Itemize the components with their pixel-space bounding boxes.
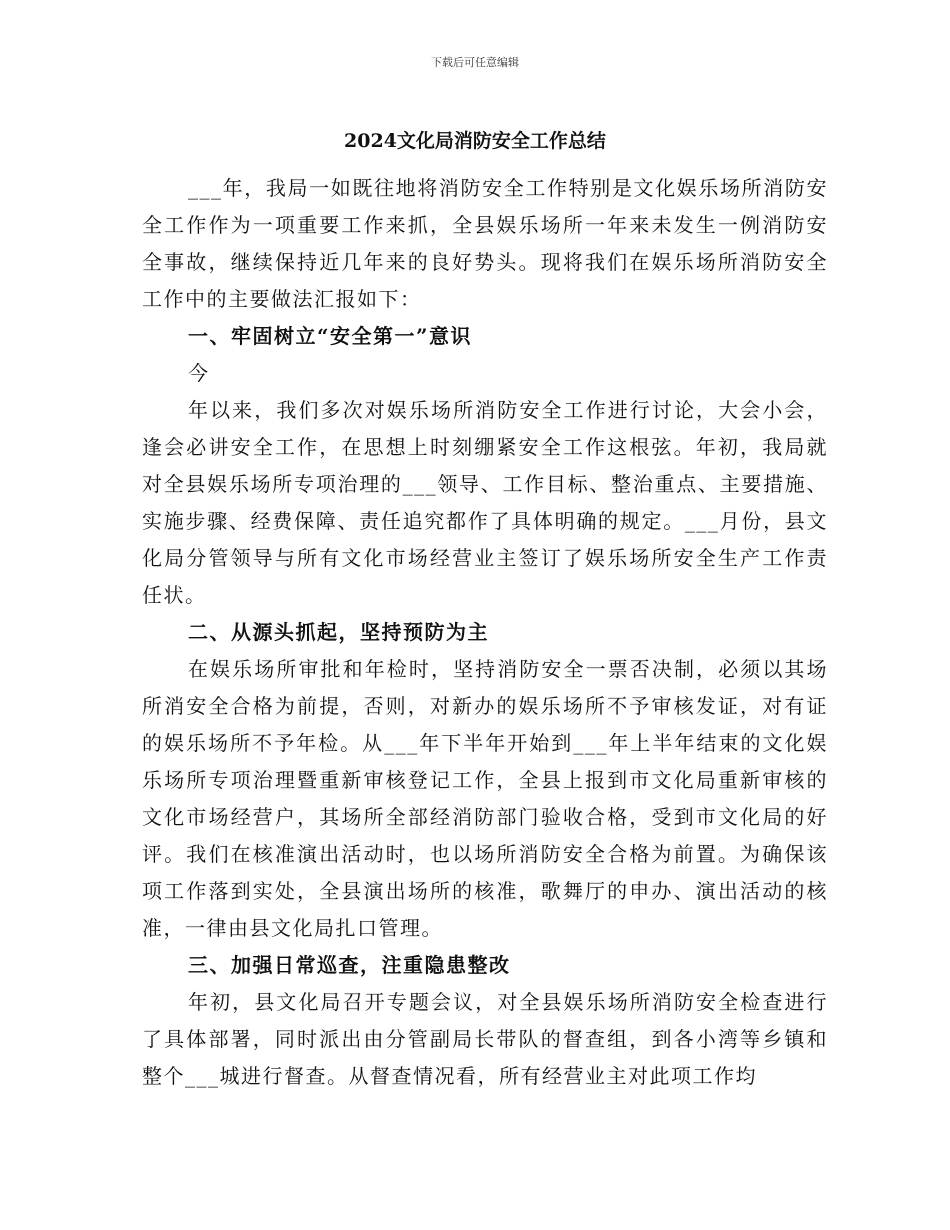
paragraph-section-2: 在娱乐场所审批和年检时，坚持消防安全一票否决制，必须以其场所消安全合格为前提，否则，对新办的娱乐场所不予审核发证，对有证的娱乐场所不予年检。从___年下半年开始到___年上半年结束的文化娱乐场所专项治理暨重新审核登记工作，全县上报到市文化局重新审核的文化市场经营户，其场所全部经消防部门验收合格，受到市文化局的好评。我们在核准演出活动时，也以场所消防安全合格为前置。为确保该项工作落到实处，全县演出场所的核准，歌舞厅的申办、演出活动的核准，一律由县文化局扎口管理。	[142, 657, 828, 940]
section-heading-3: 三、加强日常巡查，注重隐患整改	[188, 953, 511, 977]
section-heading-2: 二、从源头抓起，坚持预防为主	[188, 620, 489, 644]
page-header-note: 下载后可任意编辑	[431, 56, 519, 69]
document-title: 2024文化局消防安全工作总结	[344, 130, 606, 152]
section-heading-1: 一、牢固树立“安全第一”意识	[188, 324, 473, 348]
document-body	[142, 170, 828, 1095]
paragraph-fragment: 今	[188, 361, 210, 385]
paragraph-intro: ___年，我局一如既往地将消防安全工作特别是文化娱乐场所消防安全工作作为一项重要工作来抓，全县娱乐场所一年来未发生一例消防安全事故，继续保持近几年来的良好势头。现将我们在娱乐场所消防安全工作中的主要做法汇报如下：	[142, 176, 828, 311]
paragraph-section-3: 年初，县文化局召开专题会议，对全县娱乐场所消防安全检查进行了具体部署，同时派出由分管副局长带队的督查组，到各小湾等乡镇和整个___城进行督查。从督查情况看，所有经营业主对此项工作均	[142, 990, 828, 1088]
paragraph-section-1: 年以来，我们多次对娱乐场所消防安全工作进行讨论，大会小会，逢会必讲安全工作，在思想上时刻绷紧安全工作这根弦。年初，我局就对全县娱乐场所专项治理的___领导、工作目标、整治重点、主要措施、实施步骤、经费保障、责任追究都作了具体明确的规定。___月份，县文化局分管领导与所有文化市场经营业主签订了娱乐场所安全生产工作责任状。	[142, 398, 828, 607]
